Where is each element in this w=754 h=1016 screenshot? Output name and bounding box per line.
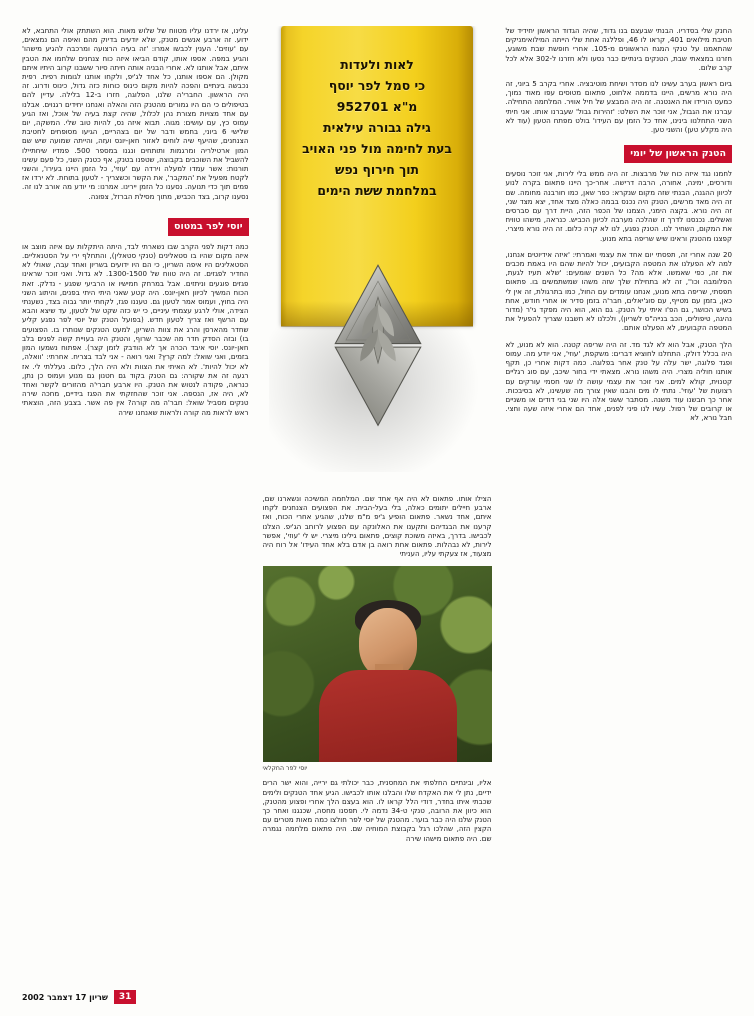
paragraph: אליו, ובינתיים החלפתי את המחסנית, כבר יכולתי גם ירייה, והוא ישר הרים ידיים, נתן לי את האקדח שלו והבלנו אותו לכבישו. הגיע אחד הטנקים ולימים שכבתי איתו בחדר, דודי הלל קראו לו. הוא בעצם הלך אחרי ופצוע מהטנק, הוא כיוון את הרובה, טנקי ט-34 נדמה לי. תפסנו מחסה, שכנגנו ואחר כך הטנק שלנו היה כבר בוער. מהטנק של יוסי לפר חולצו כמה מאות מטרים עם הקצין הזה, שהלכו רגל בקבוצת המוחיה שם. היה פתאום מלחמה נגמרה שם. היה פתאום מישהו שירה	[262, 778, 492, 843]
page-footer	[22, 990, 136, 1004]
section-heading-lefer-plane: יוסי לפר במטוס	[168, 218, 248, 236]
star-of-david-medal-icon	[289, 256, 467, 456]
citation-line: תוך חירוף נפש	[335, 162, 419, 177]
paragraph: כמה דקות לפני הקרב שבו נשארתי לבד, היתה היתקלות עם איזה מוצב או איזה מקום שהיו בו סטאלינים (טנקי סטאלין), והתחלף ירי על הסטנאליים. הסטאלינים היו איפה השריון, כי הם היו ידועים בשריון ואחד עבה, שאולי לא החדיר לפגזים. זה היה טווח של 1300-1500. לא גדול. ואני זוכר שראינו פגזים פוגעים וניתזים. אבל במרחק חמישיו או הרביעי שפגע - נדלק. זאת הכוח המשיך לכיוון חאן-יונס. היה קטע שאני היתי היתי בפנים, והיתוג השני היה בחוץ, ועמוס אמר לטעון גם. טעננו פגז, לקחתי יותר גבוה בצד, נשענתי הצידה, אולי לרגע עצמתי עיניים, כי יש כזה שקט של לטעון, עד שיצא והבא עם הרשף ואז צריך לטעון חדש. (בפועל הטנק של יוסי לפר נפגע קליע שחדר מהארסן והרג את צוות השריון, למעט הטנקים שנותרו בו. הפצועים בו) ובזה הסדק חדר מה שכבר שרוף, והטנק היה בעויית קשה לפנים בלב חאן-יונס. יוסי איבד הכרה אך לא הודבק לזמן קצר). אפתוח נשמעו המון בזמים, ואני שואל: למה קרץ? ואני רואה - אני לבד בצריח. אחרתי: 'וואלה, לא יכול להיות'. לא האיתי את הצוות ולא היה הלך, כלום. נעללתי לי. אז רגעה זה את שקורה: גם הטנק בקוד גם חטנון גם מנוע ועמוס כן נתן, כנראה, פקודה לנטוש את הטנק. היו ארבע חברי'ה מהזורים לקשר ואחד לא, היה אז, הנספה. אני זוכר שהחזקתי את הפגז בידיים, מחכה שירה טנקים מסביל שואל: חבר'ה מה קורה? אין פה אשר. בצבע הזה, הוצאתי ראש לראות מה קורה ולראות שאנחנו שירה	[22, 241, 249, 417]
column-right-body-2	[22, 242, 249, 417]
page-number: 31	[114, 990, 137, 1004]
paragraph: הצילו אותו. פתאום לא היה אף אחד שם. המלחמה המשיכה ונשארנו שם, ארבע חיילים יתומים כאלה, בלי בעל-הבית. את הפצועים הצנחנים לקחו איתם, אחד נשאר. פתאום הופיע ג'יפ מ"מ שלנו, שהגיע אחרי הכוח, ואז קרענו את הבגדיהם ותקענו את האלונקה עם הפצוע לרוחב הג'יפ. הצלנו לכבישו. בדרך, באיזה משוכת קוצים, פתאום גילינו מיצרי. יש לי 'עוזי', אפשר לירות, לא נבהלות. פתאום אחת רואה בן אדם בלא אחד העידו' אל רוח היה מצעוד, אז צעקתי עליו, העניתי	[262, 494, 492, 559]
column-middle	[263, 26, 492, 966]
photo-caption: יוסי לפר החקלאי	[262, 765, 308, 773]
citation-line: לאות ולעדות	[340, 57, 414, 72]
citation-line: מ"א 952701	[336, 99, 418, 114]
column-middle-body	[263, 494, 492, 558]
photo-person-shirt	[319, 670, 457, 762]
photo-yossi-lefer	[263, 566, 492, 762]
column-right-body	[22, 26, 249, 201]
citation-line: בעת לחימה מול פני האויב	[302, 141, 452, 156]
citation-line: כי סמל לפר יוסף	[328, 78, 426, 93]
section-heading-first-tank: הטנק הראשון של יומי	[624, 145, 732, 163]
paragraph: הלך הטנק, אבל הוא לא לגד מד. זה היה שריפה קטנה. הוא לא מנוע, לא היה בכלל דולק. התחלנו לחוציא דברים: משקפת, 'עוזי', אני יודע מה. עמוס ופגד פלוגה, ישר עלה על טנק אחר בפלוגה. כמה דקות אחרי כן, תקף אותנו חוליה מצרי. היה משהו נורא. מצאתי ידי בחור שיכב, עם סוג רגליים קטנוית, קולא למים. אני זוכר את עצמי עושה לו שני חסמי עורקים עם רצועות של 'עוזי'. נתתי לו מים והבנו שאין צורך מה שעשינו, לא בסיבכות. אחר כך חבשנו עוד משנה. מסתבר ששני אלה היו שני בני דודים או משניים או קרובים של רפול. עשיו לנו פיני לפנים, אחד הם אחרי איזה שעה וחצי. חבל נורא, לא	[505, 339, 732, 423]
medal-of-valor-graphic	[263, 26, 492, 486]
paragraph: 20 שנה אחרי זה, תפסתי יום אחד את עצמי ואמרתי: 'איזה אידיוטים אנחנו, למה לא הפעלנו את המטפה הקבועים, יכול להיות שהם היו באמת מכבים את זה, כפי שאמשו. אלא מה? כל השנים שומעים: 'שלא תעיז לגעת, הפלומבה וכו'', זה לא בתחילת שלך שזה משהו שמשתמשים בו. פתאום תפסתי, שריפה בתא מנוע, אנחנו עומדים עם החול, כמו בתרגולת, זה אין לי כאן, בזמן עם מטייף, עם סוג'יאלים, חבר'ה בזמן סדיר או אחרי חודש, אחת בשיש הכושר, גם הפ'ו איתי על הטנק. גם הוא, הוא היה מפקד גי'ר (מדור נהיגה, טיפולים, הכב בנייה"ס לשריון), ולכלנו לא חשבנו שצריך להפעיל את המטפה הקבועים, לא הפעלנו אותם.	[505, 249, 732, 333]
citation-line: במלחמת ששת הימים	[317, 183, 437, 198]
column-right	[22, 26, 249, 966]
paragraph: עלינו, אז ירדנו עליו מטווח של שלוש מאות. הוא השתתק אולי התחבא, לא ידוע. זה ארבע אנשים מטנק, שלא יודעים בדיוק מהם ואיפה הם נמצאים, עם 'עוזים'. הענין לכבשו אמרו: 'זה בעיה הרצועה ומרכבה להגיע מישהו' והגיע במפה. אספו אותו, קודם הביאו איזה כוח צנחנים שלחמו את הטבין איתם, אבל אותנו לא. אחרי הבניה אותה חיתה סיור ששבנו קרוב היתיו איתם מקולן. הם אספו אותנו, כל אחד לג'יפ, ולקחו אותנו לגומות רפית. רפית נכבשה בינתיים והפכה להיות מקום כינוס כוחות כזה גדול, כינוס ודרוג. זה היה הראשון. החברי'ה שלנו, הפלוגה, חזרו ב-12 בלילה. עדיין להם בטיפולים כי הם היו גמורים מהטנק הזה והאלה ואנחנו יחידים רגנוים. אבלנו עם אחד מצויות מצורת נהן לכלול, שהיה קצת בעיה של אוכל, ואז הגיע עמוס כץ, עם עושים: מגוה. תבוא איזה נס, להיות טוב שלי. המשקה, יום שלישי 6 ביוני, בחמש ודבר של יום בצהריים, הגיעו מסופחים לחטיבת הצנחנים, שהיעף שיה לוחים לאזור חאן-יונס ועזה, והייתה שמועה שיש שם המון ארטילריה ומרגמות ותותחים ונגנו במספר 500. פמדיו שיחתיילו להשביל את השוכבים בקבוצה, שטפנו בטנק, אף כטנק השני, כל פעם עשינו תורנות: אשר עמדו למעלה וירדה עם 'עוזי', כל הזמן היינו בעירו', והשני לקטח מפעיל את 'המקבר', את הקשר וכשצריך - לטעון בתוחת. לא ירדו אז פמים תוך כדי תנועה. נסענו כל הזמן יירינו. אמרנו: מי יודע מה אורב לנו זה. נסענו קרוב, בצד הכביש, מתוך מסילת הברזל, צפונה.	[22, 26, 249, 201]
medal-citation-text	[273, 54, 482, 201]
column-left-body-2	[506, 169, 733, 422]
paragraph: ביום ראשון בערב עשינו לנו מסדר ושיחת מוטיבציה. אחרי בקרב 5 ביוני, זה היה נורא מרשים, היינו בדממה אלחוט, פתאום מטוסים עפו מאוד נמוך, כמעט הורידו את האנטנה. זה היה המבצע של חיל אוויר. המלחמה התחילה. עברנו את הגבול, אני זוכר את השלט: 'זהירות גבול' שעברנו אותו. אני חיתי השני התחלנוו בינינו, אחד כל הזמן עם העידו' בולט מפתח הטעון (עוד לא היה מקלע טען) והשני טען.	[505, 79, 733, 135]
paragraph: לחמנו נגד איזה כוח של מרבצות. זה היה ממש בלי לירות, אני זוכר נוסעים ודורסים, ימינה, אחורה, הרבה דרישה. אחר-כך היינו פתאום בקרה לנוע לכיוון ההגנה, הבנתי שזה מקום שנקרא: כפר שאן, כמו חורבנה מחומה. שם זה היה מאד מרשים, הטנק היה נכנס בבמה כאלה מצד אחד, יצא מצד שני, זה היה נורא. בקצה הימני, הצמנו של הכפר הזה, היית דרך עם סברסים ואשלים. נכנסנו לדרך זו שהלכה מערבה לכיוון הכביש. כנראה, מישהו טוויח את המקום, השחיר לנו. הטנק נפגע, לנו לא קרה כלום. זה היה נורא מיצרי. קפצנו מהטנק וראינו שיש שריפה בתא מנוע.	[505, 169, 732, 243]
paragraph: החנק שלי בסדריו. הבנתי שבעצם בנו גדוד, שהיה הגדוד הראשון יחידיד של חטיבת מילואים 401, קראו לו 46, ופללגה אחת שלי הייתה המילואימניקים שהתאמנו על טנקי המגח הראשונים מ-105. אחרי חופשת שבת משוגע, חזרנו במצאתי שבת, הטנקים בינתיים כבר נסעו ולא חזרנו ל-302 אלא לכל קרב שלום.	[505, 26, 733, 72]
column-left-body	[506, 26, 733, 134]
article-columns	[22, 26, 732, 966]
citation-line: גילה גבורה עילאית	[323, 120, 431, 135]
column-middle-body-2	[263, 778, 492, 842]
column-left	[506, 26, 733, 966]
footer-issue-text: שריון 17 דצמבר 2002	[22, 992, 108, 1002]
